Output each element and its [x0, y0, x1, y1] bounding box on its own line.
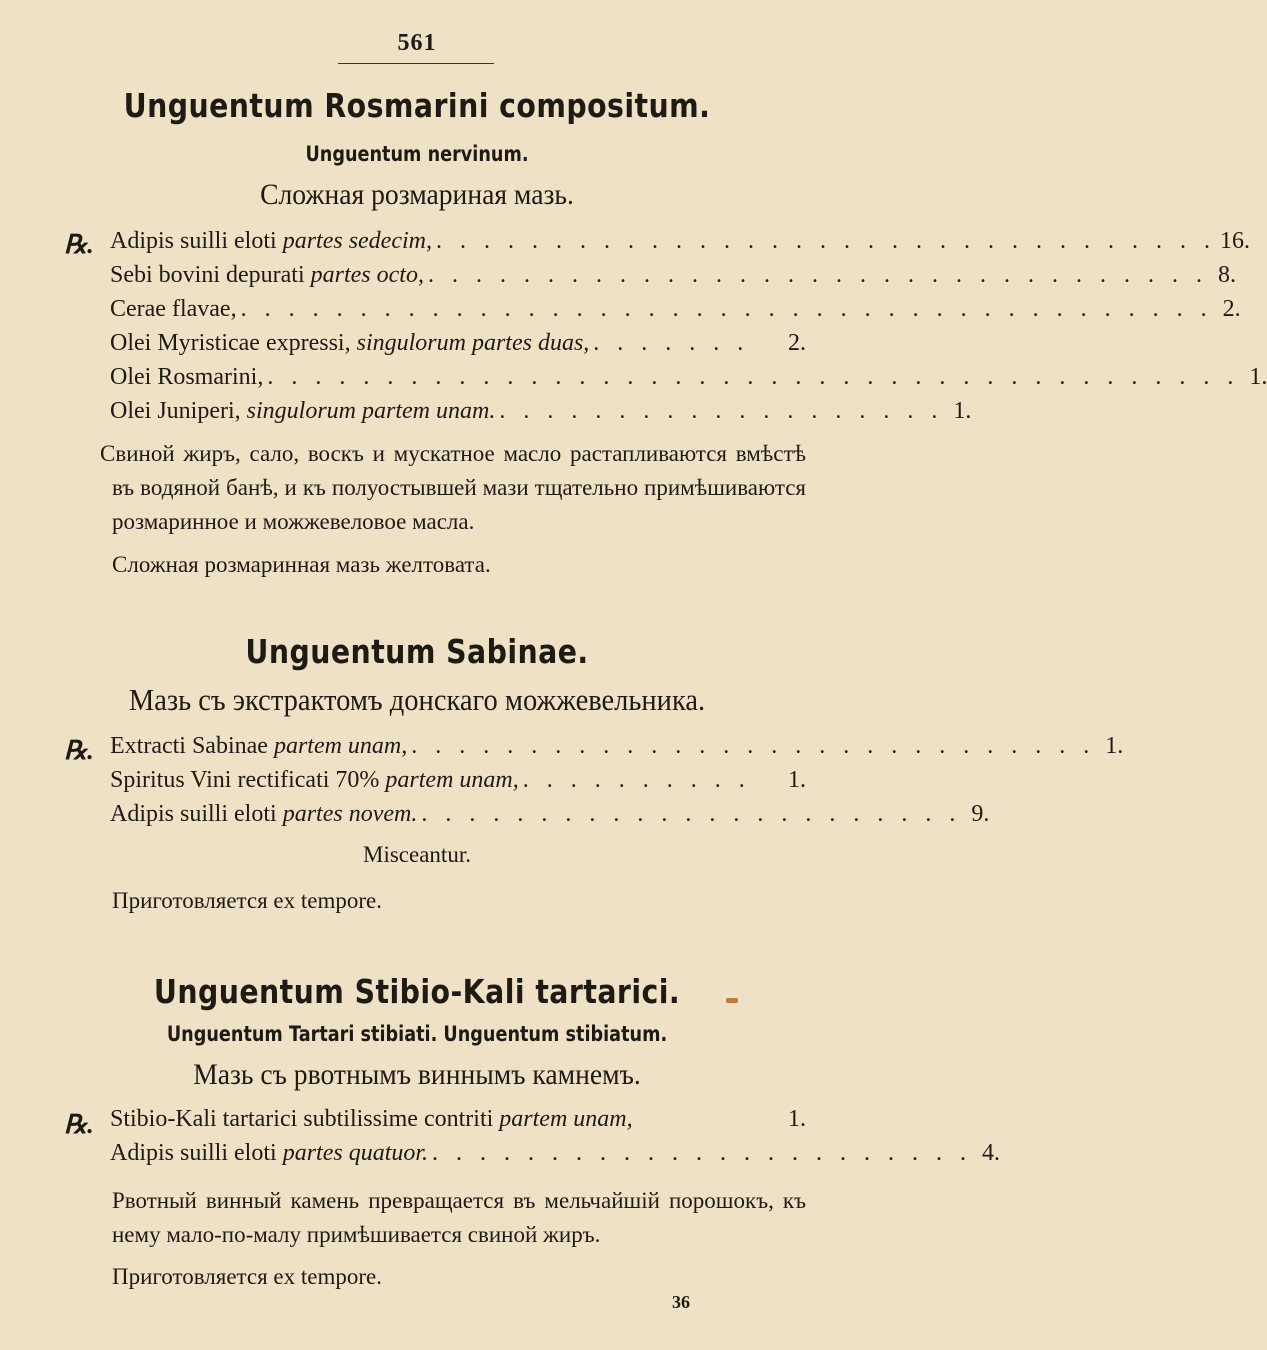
ingredient-amount: partes sedecim,	[282, 228, 432, 254]
ingredient-quantity: 8.	[1217, 262, 1236, 288]
ingredient-quantity: 16.	[1219, 228, 1250, 254]
ingredient-line	[110, 801, 990, 835]
leader-dots: . . . . . . . . . .	[522, 767, 751, 793]
leader-dots: . . . . . . .	[593, 330, 750, 356]
note-paragraph: Приготовляется ex tempore.	[112, 1264, 382, 1289]
leader-dots: . . . . . . . . . . . . . . . . . . . . . . . . . . . . . . . . .	[427, 262, 1208, 288]
ingredient-quantity: 1.	[788, 1106, 806, 1132]
leader-dots: . . . . . . . . . . . . . . . . . . . . . . .	[421, 801, 962, 827]
section-title: Unguentum Sabinae.	[245, 632, 589, 671]
ingredient-name: Cerae flavae,	[110, 296, 237, 322]
ingredient-name: Extracti Sabinae	[110, 733, 274, 759]
ingredient-name: Adipis suilli eloti	[110, 801, 283, 827]
signature-mark: 36	[672, 1292, 690, 1312]
section-title: Unguentum Rosmarini compositum.	[123, 86, 711, 125]
ingredient-quantity: 9.	[971, 801, 990, 827]
ingredient-line	[110, 330, 806, 364]
ingredient-quantity: 1.	[1105, 733, 1124, 759]
section-russian-title: Мазь съ экстрактомъ донскаго можжевельника.	[128, 682, 706, 717]
ingredient-quantity: 1.	[788, 767, 806, 793]
ingredient-name: Adipis suilli eloti	[110, 228, 283, 254]
ingredient-amount: partem unam,	[499, 1106, 633, 1132]
ingredient-line	[110, 364, 1267, 398]
section-russian-title: Мазь съ рвотнымъ виннымъ камнемъ.	[193, 1058, 641, 1091]
section-russian-title: Сложная розмариная мазь.	[260, 178, 574, 211]
instruction-text: Misceantur.	[363, 842, 471, 867]
ingredient-line	[110, 1140, 1001, 1174]
ingredient-amount: singulorum partes duas,	[356, 330, 590, 356]
leader-dots: . . . . . . . . . . . . . . . . . . . . . . . . . . . . .	[411, 733, 1096, 759]
leader-dots: . . . . . . . . . . . . . . . . . . . . . . .	[432, 1140, 973, 1166]
recipe-symbol: ℞.	[64, 736, 94, 765]
leader-dots: . . . . . . . . . . . . . . . . . . . . . . . . . . . . . . . . . . . . . . . . .	[267, 364, 1240, 390]
section-subtitle: Unguentum nervinum.	[305, 142, 529, 166]
leader-dots: . . . . . . . . . . . . . . . . . . . . . . . . . . . . . . . . . . . . . . . . .	[240, 296, 1213, 322]
recipe-symbol: ℞.	[64, 230, 94, 259]
recipe-symbol: ℞.	[64, 1110, 94, 1139]
ingredient-amount: partem unam,	[273, 733, 408, 759]
ingredient-line	[110, 1106, 806, 1140]
ingredient-amount: partem unam,	[385, 767, 519, 793]
section-subtitle: Unguentum Tartari stibiati. Unguentum stibiatum.	[166, 1022, 668, 1046]
page-number-rule	[338, 63, 494, 64]
ingredient-amount: partes quatuor.	[282, 1140, 429, 1166]
ingredient-quantity: 2.	[1222, 296, 1241, 322]
description-paragraph: Сложная розмаринная мазь желтовата.	[112, 552, 491, 577]
print-smudge	[726, 998, 738, 1003]
ingredient-name: Olei Juniperi,	[110, 398, 247, 424]
leader-dots: . . . . . . . . . . . . . . . . . . . . . . . . . . . . . . . . .	[435, 228, 1216, 254]
ingredient-name: Olei Myristicae expressi,	[110, 330, 357, 356]
ingredient-line	[110, 262, 1236, 296]
ingredient-line	[110, 296, 1241, 330]
leader-dots: . . . . . . . . . . . . . . . . . . .	[499, 398, 944, 424]
ingredient-name: Adipis suilli eloti	[110, 1140, 283, 1166]
preparation-paragraph: Свиной жиръ, сало, воскъ и мускатное масло растапливаются вмѣстѣ въ водяной банѣ, и къ полуостывшей мази тщательно примѣшиваются розмаринное и можжевеловое масла.	[100, 441, 806, 534]
ingredient-amount: singulorum partem unam.	[246, 398, 496, 424]
ingredient-quantity: 1.	[953, 398, 972, 424]
ingredient-line	[110, 398, 972, 432]
ingredient-quantity: 2.	[788, 330, 806, 356]
ingredient-name: Stibio-Kali tartarici subtilissime contriti	[110, 1106, 500, 1132]
section-title: Unguentum Stibio-Kali tartarici.	[153, 972, 681, 1011]
ingredient-name: Olei Rosmarini,	[110, 364, 264, 390]
ingredient-line	[110, 767, 806, 801]
ingredient-quantity: 1.	[1249, 364, 1267, 390]
ingredient-name: Spiritus Vini rectificati 70%	[110, 767, 386, 793]
preparation-paragraph: Приготовляется ex tempore.	[112, 888, 382, 913]
page-number: 561	[397, 30, 437, 56]
ingredient-name: Sebi bovini depurati	[110, 262, 311, 288]
ingredient-amount: partes novem.	[282, 801, 418, 827]
ingredient-amount: partes octo,	[310, 262, 424, 288]
ingredient-line	[110, 228, 1250, 262]
preparation-paragraph: Рвотный винный камень превращается въ мельчайшій порошокъ, къ нему мало-по-малу примѣшивается свиной жиръ.	[112, 1188, 806, 1247]
ingredient-line	[110, 733, 1124, 767]
ingredient-quantity: 4.	[982, 1140, 1001, 1166]
